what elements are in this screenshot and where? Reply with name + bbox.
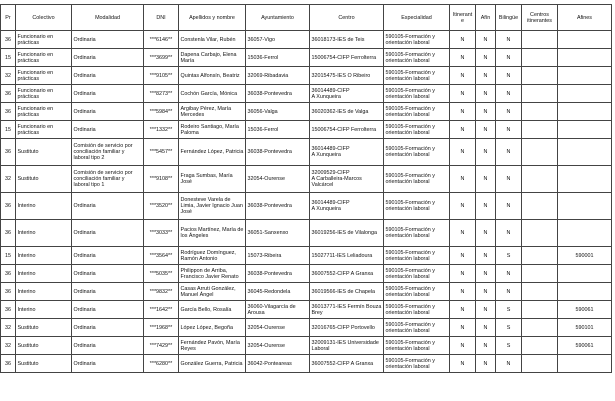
- table-row: [1, 337, 612, 355]
- cell-apellidos-nombre: Argibay Pérez, María Mercedes: [179, 103, 246, 121]
- table-body: [1, 31, 612, 373]
- cell-pr: 36: [1, 139, 16, 166]
- cell-pr: 36: [1, 220, 16, 247]
- cell-ayuntamiento: 36051-Sanxenxo: [246, 220, 310, 247]
- cell-especialidad: 590105-Formación y orientación laboral: [384, 319, 450, 337]
- cell-ayuntamiento: 36042-Ponteareas: [246, 355, 310, 373]
- cell-pr: 36: [1, 193, 16, 220]
- cell-centros-itinerantes: [522, 193, 558, 220]
- cell-colectivo: Sustituto: [16, 166, 72, 193]
- cell-bilingue: N: [496, 103, 522, 121]
- cell-especialidad: 590105-Formación y orientación laboral: [384, 85, 450, 103]
- cell-ayuntamiento: 36060-Vilagarcía de Arousa: [246, 301, 310, 319]
- cell-apellidos-nombre: Fernández López, Patricia: [179, 139, 246, 166]
- cell-especialidad: 590105-Formación y orientación laboral: [384, 67, 450, 85]
- cell-bilingue: N: [496, 67, 522, 85]
- cell-ayuntamiento: 36045-Redondela: [246, 283, 310, 301]
- cell-centros-itinerantes: [522, 121, 558, 139]
- cell-bilingue: S: [496, 319, 522, 337]
- cell-colectivo: Funcionario en prácticas: [16, 31, 72, 49]
- cell-colectivo: Sustituto: [16, 355, 72, 373]
- cell-centros-itinerantes: [522, 67, 558, 85]
- cell-apellidos-nombre: Fernández Pavón, María Reyes: [179, 337, 246, 355]
- cell-centro: 32015475-IES O Ribeiro: [310, 67, 384, 85]
- cell-especialidad: 590105-Formación y orientación laboral: [384, 103, 450, 121]
- column-header-especialidad: Especialidad: [384, 5, 450, 31]
- cell-bilingue: N: [496, 139, 522, 166]
- cell-especialidad: 590105-Formación y orientación laboral: [384, 283, 450, 301]
- cell-dni: ***5457**: [144, 139, 179, 166]
- cell-pr: 36: [1, 355, 16, 373]
- cell-ayuntamiento: 36038-Pontevedra: [246, 139, 310, 166]
- cell-afines: [558, 265, 612, 283]
- cell-bilingue: N: [496, 355, 522, 373]
- table-row: [1, 319, 612, 337]
- cell-apellidos-nombre: Cochón García, Mónica: [179, 85, 246, 103]
- cell-centros-itinerantes: [522, 85, 558, 103]
- table-row: [1, 139, 612, 166]
- cell-afin: N: [476, 85, 496, 103]
- cell-modalidad: Ordinaria: [72, 265, 144, 283]
- cell-afines: [558, 283, 612, 301]
- cell-especialidad: 590105-Formación y orientación laboral: [384, 247, 450, 265]
- cell-afines: 590061: [558, 301, 612, 319]
- cell-modalidad: Ordinaria: [72, 49, 144, 67]
- cell-bilingue: N: [496, 283, 522, 301]
- cell-ayuntamiento: 36038-Pontevedra: [246, 193, 310, 220]
- cell-dni: ***9108**: [144, 166, 179, 193]
- cell-modalidad: Comisión de servicio por conciliación familiar y laboral tipo 1: [72, 166, 144, 193]
- cell-colectivo: Funcionario en prácticas: [16, 49, 72, 67]
- cell-centros-itinerantes: [522, 319, 558, 337]
- table-row: [1, 355, 612, 373]
- cell-dni: ***1332**: [144, 121, 179, 139]
- cell-dni: ***6146**: [144, 31, 179, 49]
- cell-apellidos-nombre: Donesteve Varela de Limia, Javier Ignacio Juan José: [179, 193, 246, 220]
- cell-bilingue: N: [496, 121, 522, 139]
- cell-apellidos-nombre: Casas Arruti González, Manuel Ángel: [179, 283, 246, 301]
- cell-centro: 36018173-IES de Teis: [310, 31, 384, 49]
- cell-modalidad: Comisión de servicio por conciliación familiar y laboral tipo 2: [72, 139, 144, 166]
- cell-itinerante: N: [450, 193, 476, 220]
- cell-modalidad: Ordinaria: [72, 121, 144, 139]
- cell-especialidad: 590105-Formación y orientación laboral: [384, 166, 450, 193]
- cell-colectivo: Funcionario en prácticas: [16, 85, 72, 103]
- cell-afin: N: [476, 247, 496, 265]
- column-header-afines: Afines: [558, 5, 612, 31]
- cell-colectivo: Interino: [16, 301, 72, 319]
- cell-itinerante: N: [450, 85, 476, 103]
- cell-afin: N: [476, 103, 496, 121]
- cell-especialidad: 590105-Formación y orientación laboral: [384, 49, 450, 67]
- cell-especialidad: 590105-Formación y orientación laboral: [384, 220, 450, 247]
- cell-afin: N: [476, 337, 496, 355]
- cell-centro: 32016765-CIFP Portovello: [310, 319, 384, 337]
- cell-apellidos-nombre: García Bello, Rosalía: [179, 301, 246, 319]
- cell-bilingue: N: [496, 166, 522, 193]
- table-row: [1, 265, 612, 283]
- table-row: [1, 121, 612, 139]
- cell-afines: [558, 103, 612, 121]
- cell-dni: ***3699**: [144, 49, 179, 67]
- cell-modalidad: Ordinaria: [72, 247, 144, 265]
- column-header-centro: Centro: [310, 5, 384, 31]
- cell-centros-itinerantes: [522, 337, 558, 355]
- cell-centro: 36020362-IES de Valga: [310, 103, 384, 121]
- cell-centros-itinerantes: [522, 103, 558, 121]
- cell-centro: 36007552-CIFP A Granxa: [310, 265, 384, 283]
- column-header-pr: Pr: [1, 5, 16, 31]
- cell-centro: 36014489-CIFP A Xunqueira: [310, 193, 384, 220]
- cell-modalidad: Ordinaria: [72, 103, 144, 121]
- cell-apellidos-nombre: Philippon de Arriba, Francisco Javier Renato: [179, 265, 246, 283]
- cell-centros-itinerantes: [522, 283, 558, 301]
- cell-afin: N: [476, 166, 496, 193]
- cell-afines: [558, 193, 612, 220]
- cell-centros-itinerantes: [522, 301, 558, 319]
- cell-bilingue: N: [496, 49, 522, 67]
- cell-modalidad: Ordinaria: [72, 67, 144, 85]
- cell-ayuntamiento: 15036-Ferrol: [246, 121, 310, 139]
- header-row: [1, 5, 612, 31]
- cell-colectivo: Interino: [16, 247, 72, 265]
- cell-bilingue: S: [496, 337, 522, 355]
- table-row: [1, 85, 612, 103]
- column-header-dni: DNI: [144, 5, 179, 31]
- cell-ayuntamiento: 32054-Ourense: [246, 319, 310, 337]
- cell-colectivo: Interino: [16, 220, 72, 247]
- cell-afines: [558, 355, 612, 373]
- cell-dni: ***3520**: [144, 193, 179, 220]
- cell-afines: [558, 31, 612, 49]
- cell-centros-itinerantes: [522, 247, 558, 265]
- cell-especialidad: 590105-Formación y orientación laboral: [384, 337, 450, 355]
- cell-ayuntamiento: 32054-Ourense: [246, 166, 310, 193]
- cell-itinerante: N: [450, 265, 476, 283]
- cell-pr: 36: [1, 301, 16, 319]
- cell-afines: [558, 121, 612, 139]
- cell-pr: 36: [1, 265, 16, 283]
- cell-centro: 15027711-IES Leliadoura: [310, 247, 384, 265]
- cell-itinerante: N: [450, 121, 476, 139]
- assignments-table: [0, 4, 612, 373]
- table-row: [1, 67, 612, 85]
- cell-dni: ***1968**: [144, 319, 179, 337]
- table-row: [1, 166, 612, 193]
- cell-centro: 36019566-IES de Chapela: [310, 283, 384, 301]
- column-header-ayuntamiento: Ayuntamiento: [246, 5, 310, 31]
- column-header-itinerante: Itinerante: [450, 5, 476, 31]
- cell-afines: [558, 67, 612, 85]
- cell-afin: N: [476, 121, 496, 139]
- cell-pr: 36: [1, 31, 16, 49]
- cell-modalidad: Ordinaria: [72, 301, 144, 319]
- cell-dni: ***7429**: [144, 337, 179, 355]
- cell-especialidad: 590105-Formación y orientación laboral: [384, 265, 450, 283]
- cell-apellidos-nombre: Quintas Alfonsín, Beatriz: [179, 67, 246, 85]
- cell-colectivo: Interino: [16, 193, 72, 220]
- cell-itinerante: N: [450, 355, 476, 373]
- cell-bilingue: N: [496, 193, 522, 220]
- cell-colectivo: Interino: [16, 283, 72, 301]
- table-row: [1, 247, 612, 265]
- cell-apellidos-nombre: Fraga Sumbas, María José: [179, 166, 246, 193]
- cell-colectivo: Funcionario en prácticas: [16, 103, 72, 121]
- cell-ayuntamiento: 15036-Ferrol: [246, 49, 310, 67]
- cell-centro: 36014489-CIFP A Xunqueira: [310, 85, 384, 103]
- cell-bilingue: S: [496, 301, 522, 319]
- cell-dni: ***9105**: [144, 67, 179, 85]
- cell-itinerante: N: [450, 283, 476, 301]
- cell-pr: 15: [1, 121, 16, 139]
- cell-pr: 36: [1, 103, 16, 121]
- cell-apellidos-nombre: Rodríguez Domínguez, Ramón Antonio: [179, 247, 246, 265]
- cell-afin: N: [476, 301, 496, 319]
- cell-pr: 36: [1, 85, 16, 103]
- cell-ayuntamiento: 36056-Valga: [246, 103, 310, 121]
- cell-apellidos-nombre: Pacios Martínez, María de los Ángeles: [179, 220, 246, 247]
- table-row: [1, 301, 612, 319]
- cell-afines: 590101: [558, 319, 612, 337]
- cell-dni: ***5035**: [144, 265, 179, 283]
- cell-pr: 15: [1, 49, 16, 67]
- cell-itinerante: N: [450, 67, 476, 85]
- cell-pr: 32: [1, 166, 16, 193]
- cell-colectivo: Interino: [16, 265, 72, 283]
- cell-apellidos-nombre: Rodeiro Santiago, María Paloma: [179, 121, 246, 139]
- cell-afin: N: [476, 265, 496, 283]
- cell-centro: 32009529-CIFP A Carballeira-Marcos Valcárcel: [310, 166, 384, 193]
- cell-dni: ***3564**: [144, 247, 179, 265]
- table-row: [1, 49, 612, 67]
- cell-centros-itinerantes: [522, 31, 558, 49]
- cell-afines: [558, 49, 612, 67]
- cell-bilingue: N: [496, 220, 522, 247]
- cell-itinerante: N: [450, 247, 476, 265]
- cell-apellidos-nombre: Constenla Vilar, Rubén: [179, 31, 246, 49]
- cell-dni: ***9832**: [144, 283, 179, 301]
- cell-colectivo: Funcionario en prácticas: [16, 67, 72, 85]
- cell-centro: 36013771-IES Fermín Bouza Brey: [310, 301, 384, 319]
- table-row: [1, 103, 612, 121]
- cell-afin: N: [476, 193, 496, 220]
- cell-centros-itinerantes: [522, 49, 558, 67]
- cell-centro: 36019256-IES de Vilalonga: [310, 220, 384, 247]
- cell-itinerante: N: [450, 31, 476, 49]
- cell-apellidos-nombre: González Guerra, Patricia: [179, 355, 246, 373]
- cell-modalidad: Ordinaria: [72, 355, 144, 373]
- cell-itinerante: N: [450, 166, 476, 193]
- cell-modalidad: Ordinaria: [72, 31, 144, 49]
- cell-modalidad: Ordinaria: [72, 220, 144, 247]
- cell-ayuntamiento: 36057-Vigo: [246, 31, 310, 49]
- cell-afines: [558, 220, 612, 247]
- column-header-afin: Afín: [476, 5, 496, 31]
- cell-afines: [558, 166, 612, 193]
- cell-centro: 36014489-CIFP A Xunqueira: [310, 139, 384, 166]
- cell-afin: N: [476, 31, 496, 49]
- cell-pr: 32: [1, 337, 16, 355]
- cell-afin: N: [476, 139, 496, 166]
- cell-especialidad: 590105-Formación y orientación laboral: [384, 139, 450, 166]
- cell-modalidad: Ordinaria: [72, 283, 144, 301]
- cell-colectivo: Funcionario en prácticas: [16, 121, 72, 139]
- cell-afines: 590061: [558, 337, 612, 355]
- cell-ayuntamiento: 32069-Ribadavia: [246, 67, 310, 85]
- cell-dni: ***1642**: [144, 301, 179, 319]
- document-page: [0, 4, 612, 373]
- cell-itinerante: N: [450, 49, 476, 67]
- cell-centros-itinerantes: [522, 139, 558, 166]
- cell-centro: 36007552-CIFP A Granxa: [310, 355, 384, 373]
- cell-modalidad: Ordinaria: [72, 337, 144, 355]
- cell-modalidad: Ordinaria: [72, 319, 144, 337]
- cell-ayuntamiento: 32054-Ourense: [246, 337, 310, 355]
- cell-ayuntamiento: 36038-Pontevedra: [246, 85, 310, 103]
- table-row: [1, 31, 612, 49]
- cell-afines: [558, 139, 612, 166]
- cell-ayuntamiento: 36038-Pontevedra: [246, 265, 310, 283]
- cell-afin: N: [476, 67, 496, 85]
- cell-apellidos-nombre: Dapena Carbajo, Elena María: [179, 49, 246, 67]
- cell-afin: N: [476, 220, 496, 247]
- cell-bilingue: N: [496, 265, 522, 283]
- cell-centro: 15006754-CIFP Ferrolterra: [310, 49, 384, 67]
- cell-ayuntamiento: 15073-Ribeira: [246, 247, 310, 265]
- cell-pr: 32: [1, 67, 16, 85]
- cell-afin: N: [476, 49, 496, 67]
- cell-modalidad: Ordinaria: [72, 193, 144, 220]
- cell-especialidad: 590105-Formación y orientación laboral: [384, 301, 450, 319]
- column-header-centros-itinerantes: Centros itinerantes: [522, 5, 558, 31]
- cell-dni: ***5984**: [144, 103, 179, 121]
- cell-pr: 36: [1, 283, 16, 301]
- cell-colectivo: Sustituto: [16, 337, 72, 355]
- cell-especialidad: 590105-Formación y orientación laboral: [384, 31, 450, 49]
- cell-centros-itinerantes: [522, 166, 558, 193]
- cell-itinerante: N: [450, 139, 476, 166]
- cell-afin: N: [476, 355, 496, 373]
- column-header-colectivo: Colectivo: [16, 5, 72, 31]
- cell-bilingue: S: [496, 247, 522, 265]
- cell-itinerante: N: [450, 337, 476, 355]
- cell-centro: 32009131-IES Universidade Laboral: [310, 337, 384, 355]
- cell-afines: [558, 85, 612, 103]
- cell-colectivo: Sustituto: [16, 139, 72, 166]
- cell-pr: 15: [1, 247, 16, 265]
- column-header-apellidos-nombre: Apellidos y nombre: [179, 5, 246, 31]
- cell-bilingue: N: [496, 85, 522, 103]
- cell-especialidad: 590105-Formación y orientación laboral: [384, 193, 450, 220]
- cell-centros-itinerantes: [522, 355, 558, 373]
- cell-centros-itinerantes: [522, 265, 558, 283]
- cell-bilingue: N: [496, 31, 522, 49]
- cell-colectivo: Sustituto: [16, 319, 72, 337]
- cell-dni: ***8273**: [144, 85, 179, 103]
- cell-modalidad: Ordinaria: [72, 85, 144, 103]
- cell-dni: ***6280**: [144, 355, 179, 373]
- cell-itinerante: N: [450, 220, 476, 247]
- cell-afines: 590001: [558, 247, 612, 265]
- table-row: [1, 283, 612, 301]
- cell-itinerante: N: [450, 301, 476, 319]
- cell-itinerante: N: [450, 103, 476, 121]
- cell-afin: N: [476, 283, 496, 301]
- cell-centro: 15006754-CIFP Ferrolterra: [310, 121, 384, 139]
- column-header-modalidad: Modalidad: [72, 5, 144, 31]
- cell-centros-itinerantes: [522, 220, 558, 247]
- cell-afin: N: [476, 319, 496, 337]
- cell-itinerante: N: [450, 319, 476, 337]
- cell-dni: ***3033**: [144, 220, 179, 247]
- cell-pr: 32: [1, 319, 16, 337]
- table-row: [1, 220, 612, 247]
- cell-apellidos-nombre: López López, Begoña: [179, 319, 246, 337]
- cell-especialidad: 590105-Formación y orientación laboral: [384, 121, 450, 139]
- cell-especialidad: 590105-Formación y orientación laboral: [384, 355, 450, 373]
- table-row: [1, 193, 612, 220]
- column-header-bilingue: Bilingüe: [496, 5, 522, 31]
